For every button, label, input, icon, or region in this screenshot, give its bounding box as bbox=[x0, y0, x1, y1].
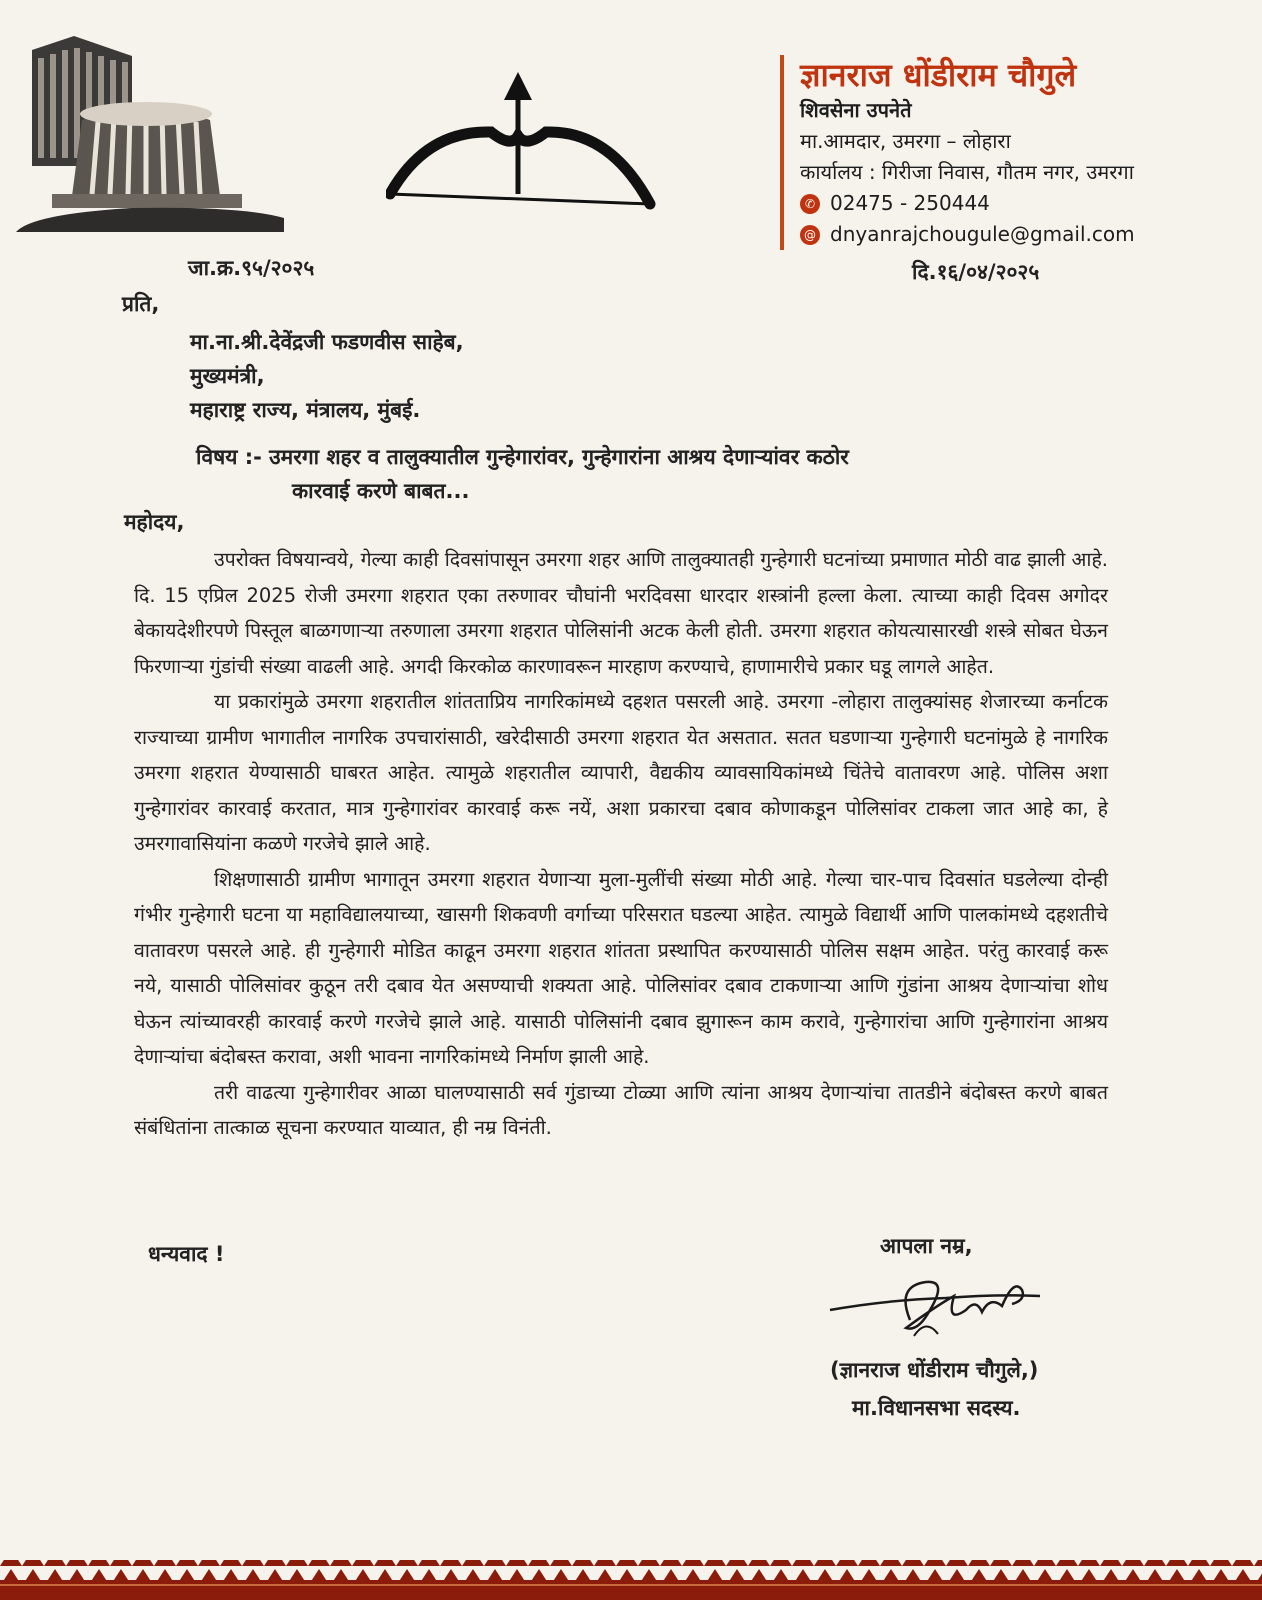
salutation: महोदय, bbox=[124, 510, 185, 534]
email-icon: @ bbox=[800, 225, 820, 245]
subject-line-2: कारवाई करणे बाबत... bbox=[292, 479, 470, 503]
sender-office-address: कार्यालय : गिरीजा निवास, गौतम नगर, उमरगा bbox=[800, 160, 1134, 184]
signatory-designation: मा.विधानसभा सदस्य. bbox=[852, 1396, 1021, 1420]
letterhead bbox=[780, 55, 1260, 250]
body-paragraph: उपरोक्त विषयान्वये, गेल्या काही दिवसांपासून उमरगा शहर आणि तालुक्यातही गुन्हेगारी घटनांच्या प्रमाणात मोठी वाढ झाली आहे. दि. 15 एप्रिल 2025 रोजी उमरगा शहरात एका तरुणावर चौघांनी भरदिवसा धारदार शस्त्रांनी हल्ला केला. त्याच्या काही दिवस अगोदर बेकायदेशीरपणे पिस्तूल बाळगणाऱ्या तरुणाला उमरगा शहरात पोलिसांनी अटक केली होती. उमरगा शहरात कोयत्यासारखी शस्त्रे सोबत घेऊन फिरणाऱ्या गुंडांची संख्या वाढली आहे. अगदी किरकोळ कारणावरून मारहाण करण्याचे, हाणामारीचे प्रकार घडू लागले आहेत. bbox=[134, 548, 1108, 678]
phone-row bbox=[800, 188, 1260, 219]
email-address: dnyanrajchougule@gmail.com bbox=[830, 222, 1135, 246]
phone-number: 02475 - 250444 bbox=[830, 191, 990, 215]
phone-icon: ✆ bbox=[800, 194, 820, 214]
letter-date: दि.१६/०४/२०२५ bbox=[912, 260, 1040, 284]
addressee-block bbox=[190, 325, 464, 427]
to-label: प्रति, bbox=[122, 292, 160, 316]
letter-body bbox=[134, 542, 1108, 1146]
subject-line bbox=[196, 440, 1076, 508]
addressee-name: मा.ना.श्री.देवेंद्रजी फडणवीस साहेब, bbox=[190, 330, 464, 354]
signature-image bbox=[826, 1266, 1046, 1352]
sender-constituency: मा.आमदार, उमरगा – लोहारा bbox=[800, 129, 1011, 153]
bow-arrow-logo bbox=[386, 70, 656, 220]
addressee-address: महाराष्ट्र राज्य, मंत्रालय, मुंबई. bbox=[190, 398, 421, 422]
addressee-title: मुख्यमंत्री, bbox=[190, 364, 265, 388]
body-paragraph: शिक्षणासाठी ग्रामीण भागातून उमरगा शहरात येणाऱ्या मुला-मुलींची संख्या मोठी आहे. गेल्या चार-पाच दिवसांत घडलेल्या दोन्ही गंभीर गुन्हेगारी घटना या महाविद्यालयाच्या, खासगी शिकवणी वर्गाच्या परिसरात घडल्या आहेत. त्यामुळे विद्यार्थी आणि पालकांमध्ये दहशतीचे वातावरण पसरले आहे. ही गुन्हेगारी मोडित काढून उमरगा शहरात शांतता प्रस्थापित करण्यासाठी पोलिस सक्षम आहेत. परंतु कारवाई करू नये, यासाठी पोलिसांवर कुठून तरी दबाव येत असण्याची शक्यता आहे. पोलिसांवर दबाव टाकणाऱ्या आणि गुंडांना आश्रय देणाऱ्यांचा शोध घेऊन त्यांच्यावरही कारवाई करणे गरजेचे झाले आहे. यासाठी पोलिसांनी दबाव झुगारून काम करावे, गुन्हेगारांचा आणि गुन्हेगारांना आश्रय देणाऱ्यांचा बंदोबस्त करावा, अशी भावना नागरिकांमध्ये निर्माण झाली आहे. bbox=[134, 867, 1108, 1068]
body-paragraph: तरी वाढत्या गुन्हेगारीवर आळा घालण्यासाठी सर्व गुंडाच्या टोळ्या आणि त्यांना आश्रय देणाऱ्यांचा तातडीने बंदोबस्त करणे बाबत संबंधितांना तात्काळ सूचना करण्यात याव्यात, ही नम्र विनंती. bbox=[134, 1080, 1108, 1139]
vidhan-bhavan-logo bbox=[12, 36, 284, 232]
body-paragraph: या प्रकारांमुळे उमरगा शहरातील शांतताप्रिय नागरिकांमध्ये दहशत पसरली आहे. उमरगा -लोहारा तालुक्यांसह शेजारच्या कर्नाटक राज्याच्या ग्रामीण भागातील नागरिक उपचारांसाठी, खरेदीसाठी उमरगा शहरात येत असतात. सतत घडणाऱ्या गुन्हेगारी घटनांमुळे हे नागरिक उमरगा शहरात येण्यासाठी घाबरत आहेत. त्यामुळे शहरातील व्यापारी, वैद्यकीय व्यावसायिकांमध्ये चिंतेचे वातावरण आहे. पोलिस अशा गुन्हेगारांवर कारवाई करतात, मात्र गुन्हेगारांवर कारवाई करू नयें, अशा प्रकारचा दबाव कोणाकडून पोलिसांवर टाकला जात आहे का, हे उमरगावासियांना कळणे गरजेचे झाले आहे. bbox=[134, 690, 1108, 855]
decorative-border bbox=[0, 1526, 1262, 1600]
signatory-name: (ज्ञानराज धोंडीराम चौगुले,) bbox=[830, 1358, 1039, 1382]
email-row bbox=[800, 219, 1260, 250]
subject-line-1: विषय :- उमरगा शहर व तालुक्यातील गुन्हेगारांवर, गुन्हेगारांना आश्रय देणाऱ्यांवर कठोर bbox=[196, 445, 849, 469]
sender-post: शिवसेना उपनेते bbox=[800, 98, 912, 122]
reference-number: जा.क्र.९५/२०२५ bbox=[188, 256, 315, 280]
sender-name: ज्ञानराज धोंडीराम चौगुले bbox=[800, 56, 1077, 94]
thanks-text: धन्यवाद ! bbox=[148, 1242, 225, 1266]
closing-text: आपला नम्र, bbox=[880, 1234, 973, 1258]
